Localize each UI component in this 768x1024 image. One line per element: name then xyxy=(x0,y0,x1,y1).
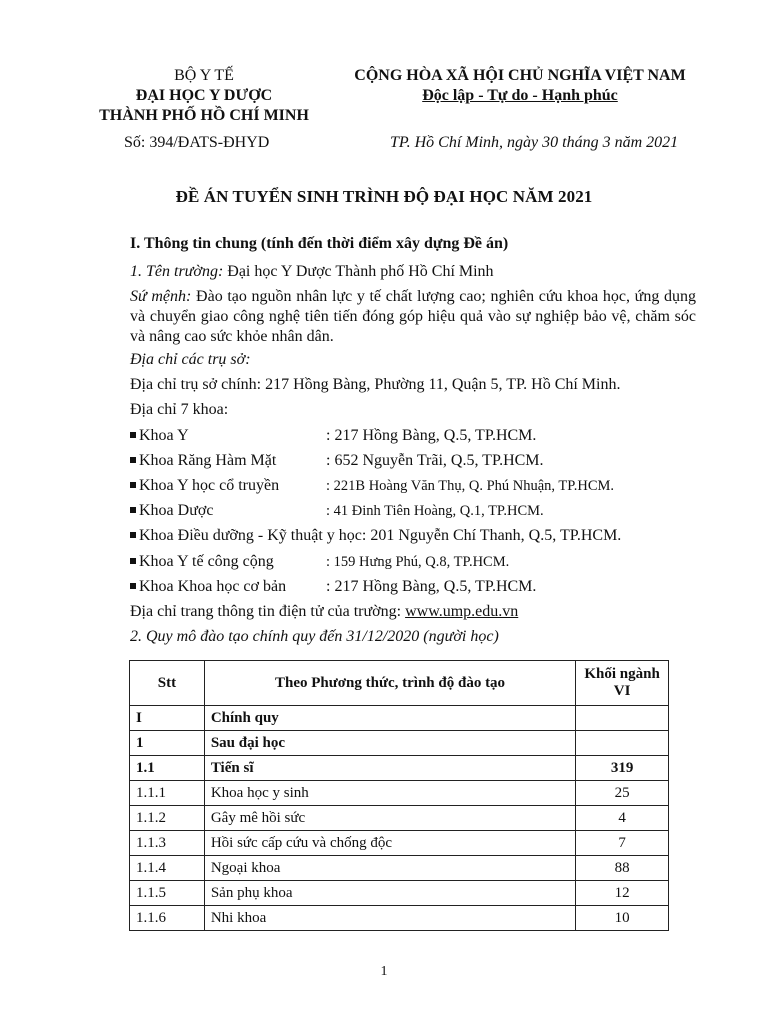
mission-paragraph xyxy=(130,287,696,347)
cell-value: 12 xyxy=(576,881,669,906)
country-name: CỘNG HÒA XÃ HỘI CHỦ NGHĨA VIỆT NAM xyxy=(354,67,686,84)
header-stt: Stt xyxy=(130,661,205,706)
table-row xyxy=(130,881,669,906)
cell-program: Hồi sức cấp cứu và chống độc xyxy=(204,831,575,856)
faculty-address: : 159 Hưng Phú, Q.8, TP.HCM. xyxy=(326,554,510,570)
cell-program: Ngoại khoa xyxy=(204,856,575,881)
list-item xyxy=(130,501,544,521)
table-row xyxy=(130,906,669,931)
cell-program: Khoa học y sinh xyxy=(204,781,575,806)
addresses-label: Địa chỉ các trụ sở: xyxy=(130,351,251,368)
ministry-name: BỘ Y TẾ xyxy=(174,67,234,84)
faculty-name: Khoa Răng Hàm Mặt xyxy=(139,452,277,469)
bullet-icon xyxy=(130,457,136,463)
faculty-address: : 217 Hồng Bàng, Q.5, TP.HCM. xyxy=(326,427,537,444)
table-row xyxy=(130,706,669,731)
faculty-name: Khoa Y xyxy=(139,427,189,444)
cell-value: 88 xyxy=(576,856,669,881)
faculty-address: : 221B Hoàng Văn Thụ, Q. Phú Nhuận, TP.HCM. xyxy=(326,478,615,494)
faculty-address: : 217 Hồng Bàng, Q.5, TP.HCM. xyxy=(326,578,537,595)
university-name-line1: ĐẠI HỌC Y DƯỢC xyxy=(135,87,273,104)
cell-stt: 1.1 xyxy=(130,756,205,781)
faculty-name: Khoa Y tế công cộng xyxy=(139,553,274,570)
list-item xyxy=(130,577,536,597)
cell-stt: 1.1.1 xyxy=(130,781,205,806)
table-header-row xyxy=(130,661,669,706)
faculty-name: Khoa Điều dưỡng - Kỹ thuật y học xyxy=(139,527,362,544)
table-row xyxy=(130,806,669,831)
cell-value: 7 xyxy=(576,831,669,856)
cell-stt: I xyxy=(130,706,205,731)
school-label: 1. Tên trường: xyxy=(130,263,224,280)
cell-value xyxy=(576,706,669,731)
cell-stt: 1 xyxy=(130,731,205,756)
cell-stt: 1.1.3 xyxy=(130,831,205,856)
cell-stt: 1.1.4 xyxy=(130,856,205,881)
website-label: Địa chỉ trang thông tin điện tử của trường: xyxy=(130,603,402,620)
cell-value: 25 xyxy=(576,781,669,806)
bullet-icon xyxy=(130,532,136,538)
table-row xyxy=(130,856,669,881)
cell-program: Gây mê hồi sức xyxy=(204,806,575,831)
list-item xyxy=(130,451,544,471)
place-date: TP. Hồ Chí Minh, ngày 30 tháng 3 năm 2021 xyxy=(390,134,679,151)
cell-program: Chính quy xyxy=(204,706,575,731)
issuer-block xyxy=(92,66,316,126)
list-item xyxy=(130,476,614,496)
university-name-line2: THÀNH PHỐ HỒ CHÍ MINH xyxy=(99,107,309,124)
header-khoi-nganh: Khối ngành VI xyxy=(576,661,669,706)
faculty-name: Khoa Y học cổ truyền xyxy=(139,477,280,494)
cell-value xyxy=(576,731,669,756)
table-row xyxy=(130,731,669,756)
mission-label: Sứ mệnh: xyxy=(130,288,192,305)
section-heading: I. Thông tin chung (tính đến thời điểm xây dựng Đề án) xyxy=(130,235,509,252)
document-title: ĐỀ ÁN TUYỂN SINH TRÌNH ĐỘ ĐẠI HỌC NĂM 2021 xyxy=(175,187,593,206)
main-address: Địa chỉ trụ sở chính: 217 Hồng Bàng, Phường 11, Quận 5, TP. Hồ Chí Minh. xyxy=(130,376,621,393)
cell-program: Nhi khoa xyxy=(204,906,575,931)
bullet-icon xyxy=(130,558,136,564)
cell-stt: 1.1.5 xyxy=(130,881,205,906)
national-motto: Độc lập - Tự do - Hạnh phúc xyxy=(422,87,618,104)
cell-stt: 1.1.2 xyxy=(130,806,205,831)
list-item xyxy=(130,552,509,572)
bullet-icon xyxy=(130,507,136,513)
faculty-name: Khoa Khoa học cơ bản xyxy=(139,578,287,595)
cell-value: 10 xyxy=(576,906,669,931)
header-program: Theo Phương thức, trình độ đào tạo xyxy=(204,661,575,706)
cell-value: 4 xyxy=(576,806,669,831)
faculty-address: : 652 Nguyễn Trãi, Q.5, TP.HCM. xyxy=(326,452,544,469)
school-name: Đại học Y Dược Thành phố Hồ Chí Minh xyxy=(227,263,494,280)
cell-program: Tiến sĩ xyxy=(204,756,575,781)
page-number: 1 xyxy=(380,964,388,979)
bullet-icon xyxy=(130,432,136,438)
table-row xyxy=(130,756,669,781)
school-name-line xyxy=(130,262,696,282)
faculties-label: Địa chỉ 7 khoa: xyxy=(130,401,229,418)
faculty-address: : 41 Đinh Tiên Hoàng, Q.1, TP.HCM. xyxy=(326,503,544,519)
list-item xyxy=(130,526,621,546)
bullet-icon xyxy=(130,482,136,488)
document-number: Số: 394/ĐATS-ĐHYD xyxy=(124,134,270,151)
table-row xyxy=(130,781,669,806)
national-heading xyxy=(328,66,712,106)
website-line xyxy=(130,602,518,622)
table-row xyxy=(130,831,669,856)
faculty-name: Khoa Dược xyxy=(139,502,214,519)
cell-stt: 1.1.6 xyxy=(130,906,205,931)
cell-value: 319 xyxy=(576,756,669,781)
list-item xyxy=(130,426,536,446)
website-link[interactable]: www.ump.edu.vn xyxy=(405,603,519,620)
mission-text: Đào tạo nguồn nhân lực y tế chất lượng cao; nghiên cứu khoa học, ứng dụng và chuyển giao công nghệ tiên tiến đóng góp hiệu quả vào sự nghiệp bảo vệ, chăm sóc và nâng cao sức khỏe nhân dân. xyxy=(130,288,697,345)
cell-program: Sau đại học xyxy=(204,731,575,756)
scale-heading: 2. Quy mô đào tạo chính quy đến 31/12/2020 (người học) xyxy=(130,628,499,645)
enrollment-table xyxy=(129,660,669,931)
bullet-icon xyxy=(130,583,136,589)
faculty-address: : 201 Nguyễn Chí Thanh, Q.5, TP.HCM. xyxy=(361,527,622,544)
cell-program: Sản phụ khoa xyxy=(204,881,575,906)
